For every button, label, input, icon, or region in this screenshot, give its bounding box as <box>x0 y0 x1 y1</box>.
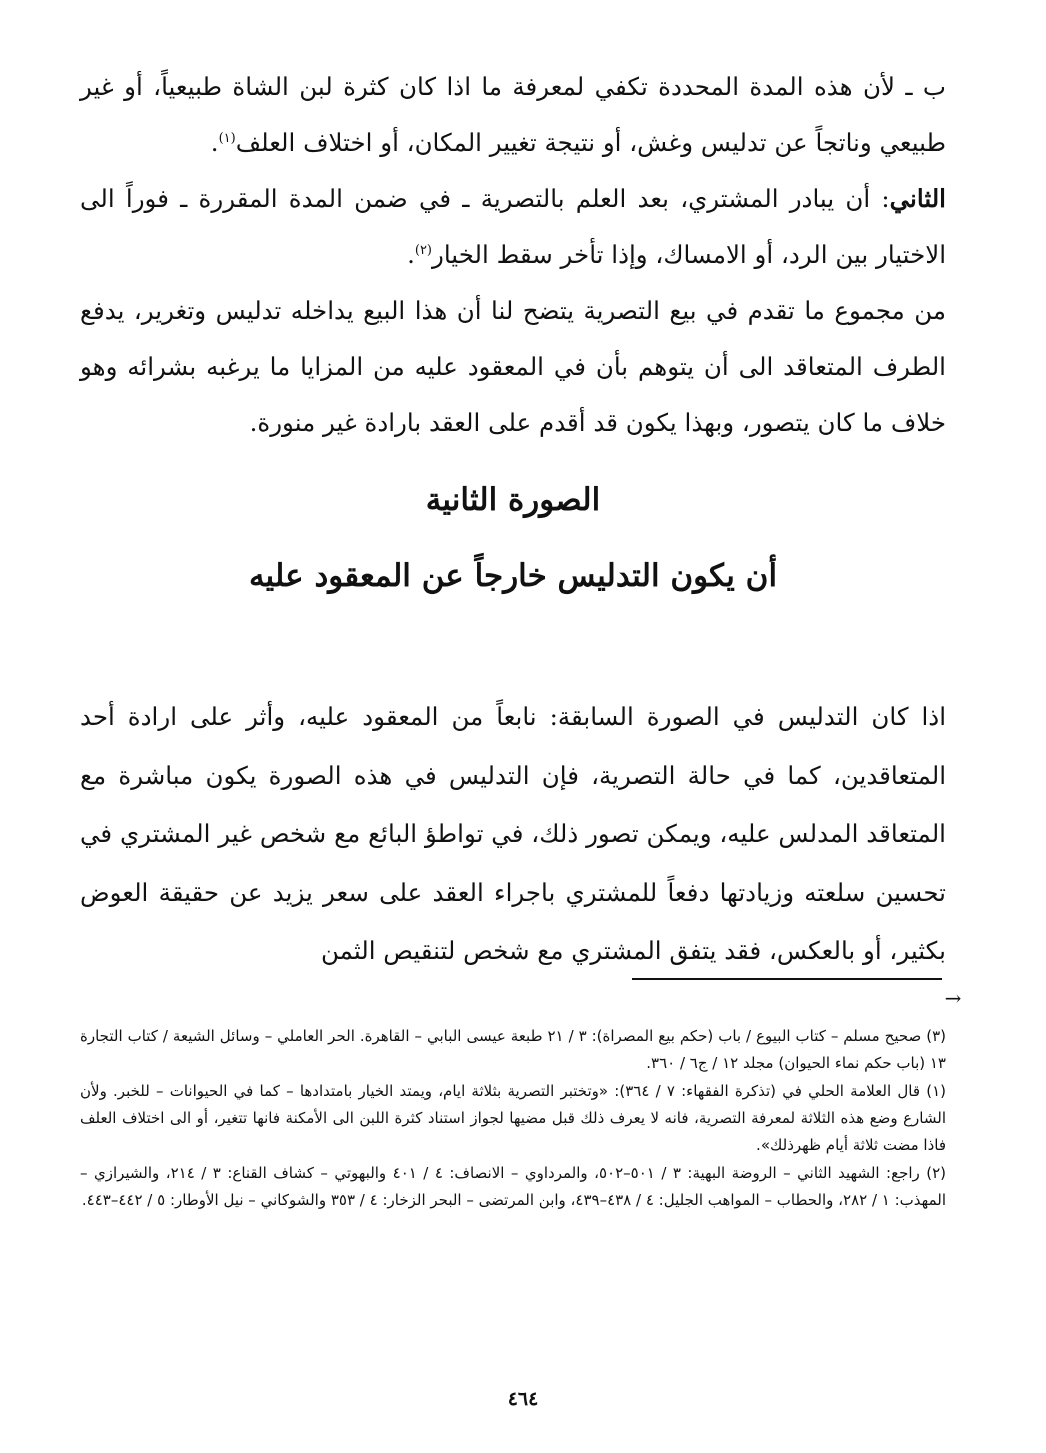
second-condition-period: . <box>407 240 415 269</box>
footnote-ref-1: (١) <box>218 130 236 146</box>
page-number: ٤٦٤ <box>507 1388 539 1410</box>
paragraph-second-condition <box>80 171 946 283</box>
footnotes-list <box>80 1023 946 1215</box>
paragraph-intro-b-text: ب ـ لأن هذه المدة المحددة تكفي لمعرفة ما اذا كان كثرة لبن الشاة طبيعياً، أو غير طبيعي وناتجاً عن تدليس وغش، أو نتيجة تغيير المكان، أو اختلاف العلف <box>80 72 946 157</box>
footnote-separator-line <box>632 978 942 980</box>
continuation-arrow-icon: → <box>944 986 962 1010</box>
paragraph-intro-b <box>80 59 946 171</box>
paragraph-main: اذا كان التدليس في الصورة السابقة: نابعاً من المعقود عليه، وأثر على ارادة أحد المتعاقدين، كما في حالة التصرية، فإن التدليس في هذه الصورة يكون مباشرة مع المتعاقد المدلس عليه، ويمكن تصور ذلك، في تواطؤ البائع مع شخص غير المشتري في تحسين سلعته وزيادتها دفعاً للمشتري باجراء العقد على سعر يزيد عن حقيقة العوض بكثير، أو بالعكس، فقد يتفق المشتري مع شخص لتنقيص الثمن <box>80 702 946 965</box>
footnote-item: (٢) راجع: الشهيد الثاني – الروضة البهية: ٣ / ٥٠١–٥٠٢، والمرداوي – الانصاف: ٤ / ٤٠١ والبهوتي – كشاف القناع: ٣ / ٢١٤، والشيرازي – المهذب: ١ / ٢٨٢، والحطاب – المواهب الجليل: ٤ / ٤٣٨–٤٣٩، وابن المرتضى – البحر الزخار: ٤ / ٣٥٣ والشوكاني – نيل الأوطار: ٥ / ٤٤٢–٤٤٣. <box>80 1164 947 1209</box>
second-condition-label: الثاني <box>889 184 946 213</box>
section-subtitle: أن يكون التدليس خارجاً عن المعقود عليه <box>248 558 778 594</box>
footnote-item: (١) قال العلامة الحلي في (تذكرة الفقهاء: ٧ / ٣٦٤): «وتختبر التصرية بثلاثة ايام، ويمتد الخيار بامتدادها – كما في الحيوانات – للخبر. ولأن الشارع وضع هذه الثلاثة لمعرفة التصرية، فانه لا يعرف ذلك قبل مضيها لجواز استناد كثرة اللبن الى الأمكنة فانها تتغير، أو الى اختلاف العلف فاذا مضت ثلاثة أيام ظهرذلك». <box>80 1082 946 1154</box>
second-condition-text: : أن يبادر المشتري، بعد العلم بالتصرية ـ في ضمن المدة المقررة ـ فوراً الى الاختيار بين الرد، أو الامساك، وإذا تأخر سقط الخيار <box>80 184 946 269</box>
section-title: الصورة الثانية <box>425 482 601 518</box>
footnote-item: (٣) صحيح مسلم – كتاب البيوع / باب (حكم بيع المصراة): ٣ / ٢١ طبعة عيسى البابي – القاهرة. الحر العاملي – وسائل الشيعة / كتاب التجارة ١٣ (باب حكم نماء الحيوان) مجلد ١٢ / ج٦ / ٣٦٠. <box>80 1027 946 1072</box>
footnote-ref-2: (٢) <box>414 242 432 258</box>
paragraph-intro-b-period: . <box>210 128 219 157</box>
paragraph-summary: من مجموع ما تقدم في بيع التصرية يتضح لنا أن هذا البيع يداخله تدليس وتغرير، يدفع الطرف المتعاقد الى أن يتوهم بأن في المعقود عليه من المزايا ما يرغبه بشرائه وهو خلاف ما كان يتصور، وبهذا يكون قد أقدم على العقد بارادة غير منورة. <box>80 296 946 437</box>
